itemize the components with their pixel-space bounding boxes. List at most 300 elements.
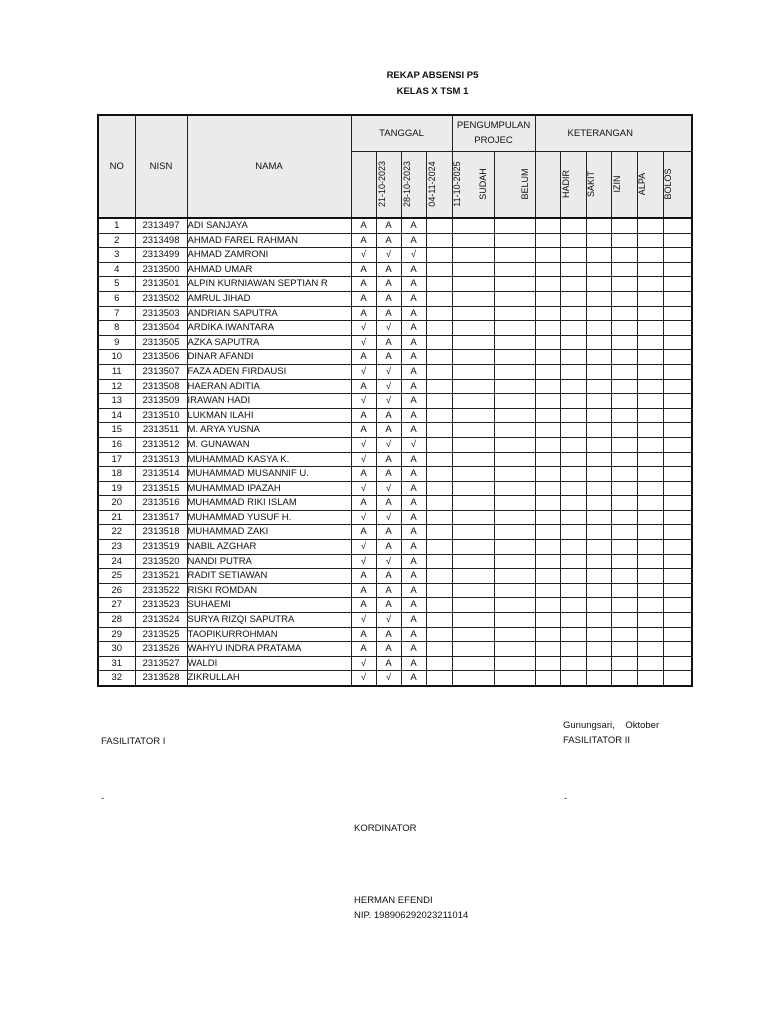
cell-empty (560, 627, 586, 642)
document-title: REKAP ABSENSI P5 (386, 70, 479, 81)
table-row (98, 350, 692, 365)
cell-empty (586, 583, 611, 598)
cell-empty (494, 394, 535, 409)
table-row (98, 248, 692, 263)
cell-empty (535, 335, 560, 350)
cell-no: 11 (98, 364, 135, 379)
cell-empty (535, 350, 560, 365)
table-row (98, 408, 692, 423)
cell-empty (586, 350, 611, 365)
cell-empty (637, 510, 663, 525)
cell-nisn: 2313514 (135, 467, 187, 482)
cell-attendance-mark: √ (376, 613, 401, 628)
cell-nama: MUHAMMAD ZAKI (187, 525, 351, 540)
cell-nama: SURYA RIZQI SAPUTRA (187, 613, 351, 628)
cell-empty (560, 218, 586, 233)
cell-attendance-mark: A (351, 262, 376, 277)
cell-attendance-mark: A (376, 335, 401, 350)
cell-empty (426, 306, 452, 321)
cell-no: 31 (98, 656, 135, 671)
cell-empty (494, 379, 535, 394)
cell-empty (637, 321, 663, 336)
cell-attendance-mark: √ (351, 554, 376, 569)
cell-empty (637, 218, 663, 233)
cell-empty (663, 496, 692, 511)
cell-nisn: 2313516 (135, 496, 187, 511)
kordinator-label: KORDINATOR (354, 823, 417, 834)
header-date-3: 04-11-2024 (426, 161, 437, 207)
cell-empty (560, 671, 586, 686)
header-bolos: BOLOS (662, 168, 673, 200)
kordinator-name: HERMAN EFENDI (354, 895, 433, 906)
cell-empty (452, 467, 494, 482)
cell-empty (560, 569, 586, 584)
cell-empty (560, 452, 586, 467)
table-row (98, 671, 692, 686)
cell-empty (663, 598, 692, 613)
cell-empty (663, 656, 692, 671)
cell-empty (586, 218, 611, 233)
cell-attendance-mark: √ (376, 510, 401, 525)
cell-empty (535, 540, 560, 555)
cell-nisn: 2313503 (135, 306, 187, 321)
cell-empty (663, 540, 692, 555)
cell-no: 25 (98, 569, 135, 584)
cell-empty (494, 291, 535, 306)
cell-empty (426, 481, 452, 496)
cell-attendance-mark: A (376, 496, 401, 511)
cell-empty (611, 218, 637, 233)
cell-nisn: 2313526 (135, 642, 187, 657)
cell-attendance-mark: A (376, 350, 401, 365)
header-date-1: 21-10-2023 (376, 160, 387, 207)
cell-empty (535, 233, 560, 248)
cell-attendance-mark: A (376, 467, 401, 482)
cell-empty (535, 481, 560, 496)
cell-empty (426, 540, 452, 555)
cell-empty (426, 642, 452, 657)
cell-attendance-mark: A (351, 291, 376, 306)
cell-empty (535, 306, 560, 321)
cell-empty (663, 613, 692, 628)
table-row (98, 467, 692, 482)
cell-empty (611, 379, 637, 394)
cell-empty (560, 321, 586, 336)
table-row (98, 510, 692, 525)
cell-attendance-mark: A (401, 496, 426, 511)
cell-attendance-mark: A (401, 218, 426, 233)
cell-empty (560, 496, 586, 511)
cell-empty (611, 569, 637, 584)
cell-attendance-mark: A (401, 583, 426, 598)
cell-empty (637, 467, 663, 482)
cell-attendance-mark: A (351, 408, 376, 423)
cell-nama: WAHYU INDRA PRATAMA (187, 642, 351, 657)
cell-attendance-mark: A (401, 291, 426, 306)
cell-attendance-mark: A (401, 642, 426, 657)
cell-empty (535, 671, 560, 686)
cell-no: 22 (98, 525, 135, 540)
cell-empty (663, 394, 692, 409)
cell-empty (494, 467, 535, 482)
cell-empty (586, 627, 611, 642)
cell-attendance-mark: A (401, 306, 426, 321)
cell-attendance-mark: √ (351, 394, 376, 409)
cell-nisn: 2313507 (135, 364, 187, 379)
header-date-4: 11-10-2025 (451, 161, 462, 207)
cell-empty (452, 218, 494, 233)
cell-empty (494, 642, 535, 657)
cell-empty (452, 656, 494, 671)
cell-empty (426, 627, 452, 642)
cell-empty (586, 656, 611, 671)
cell-empty (494, 423, 535, 438)
cell-empty (426, 598, 452, 613)
cell-empty (586, 423, 611, 438)
cell-attendance-mark: A (401, 467, 426, 482)
cell-empty (426, 335, 452, 350)
cell-empty (452, 540, 494, 555)
footer-month: Oktober (625, 720, 660, 731)
cell-nisn: 2313525 (135, 627, 187, 642)
cell-nama: ALPIN KURNIAWAN SEPTIAN R (187, 277, 351, 292)
cell-nisn: 2313517 (135, 510, 187, 525)
cell-attendance-mark: A (401, 262, 426, 277)
cell-empty (560, 554, 586, 569)
cell-no: 24 (98, 554, 135, 569)
cell-empty (535, 277, 560, 292)
cell-nama: M. ARYA YUSNA (187, 423, 351, 438)
cell-empty (535, 510, 560, 525)
footer-place-text: Gunungsari, (563, 720, 615, 731)
cell-attendance-mark: A (376, 277, 401, 292)
cell-empty (663, 510, 692, 525)
table-row (98, 569, 692, 584)
cell-empty (494, 248, 535, 263)
cell-empty (494, 613, 535, 628)
cell-empty (452, 408, 494, 423)
cell-empty (560, 525, 586, 540)
cell-attendance-mark: √ (376, 481, 401, 496)
cell-nama: SUHAEMI (187, 598, 351, 613)
cell-empty (494, 583, 535, 598)
cell-attendance-mark: A (351, 569, 376, 584)
cell-empty (586, 306, 611, 321)
cell-empty (586, 569, 611, 584)
cell-nama: AHMAD UMAR (187, 262, 351, 277)
table-row (98, 598, 692, 613)
cell-empty (494, 437, 535, 452)
cell-no: 32 (98, 671, 135, 686)
cell-empty (663, 554, 692, 569)
cell-empty (535, 642, 560, 657)
cell-empty (560, 262, 586, 277)
cell-empty (494, 335, 535, 350)
cell-nisn: 2313520 (135, 554, 187, 569)
cell-empty (586, 598, 611, 613)
cell-empty (663, 248, 692, 263)
table-row (98, 306, 692, 321)
cell-empty (611, 306, 637, 321)
header-belum: BELUM (519, 168, 530, 200)
cell-no: 13 (98, 394, 135, 409)
fasilitator-2-label: FASILITATOR II (563, 735, 631, 746)
cell-no: 20 (98, 496, 135, 511)
cell-attendance-mark: A (401, 350, 426, 365)
cell-nama: AHMAD ZAMRONI (187, 248, 351, 263)
cell-empty (586, 291, 611, 306)
cell-nama: IRAWAN HADI (187, 394, 351, 409)
cell-nama: NANDI PUTRA (187, 554, 351, 569)
cell-empty (637, 350, 663, 365)
cell-empty (560, 613, 586, 628)
cell-empty (611, 350, 637, 365)
cell-attendance-mark: A (351, 277, 376, 292)
cell-nisn: 2313519 (135, 540, 187, 555)
cell-empty (611, 467, 637, 482)
cell-empty (611, 525, 637, 540)
table-row (98, 335, 692, 350)
cell-no: 9 (98, 335, 135, 350)
cell-empty (637, 540, 663, 555)
cell-nisn: 2313524 (135, 613, 187, 628)
table-row (98, 321, 692, 336)
cell-empty (535, 627, 560, 642)
cell-empty (452, 671, 494, 686)
cell-attendance-mark: A (401, 394, 426, 409)
cell-empty (494, 408, 535, 423)
cell-attendance-mark: A (376, 452, 401, 467)
cell-empty (535, 467, 560, 482)
cell-empty (637, 364, 663, 379)
cell-nisn: 2313513 (135, 452, 187, 467)
cell-attendance-mark: A (401, 598, 426, 613)
cell-empty (494, 481, 535, 496)
cell-empty (611, 364, 637, 379)
cell-attendance-mark: A (351, 379, 376, 394)
cell-empty (535, 423, 560, 438)
cell-attendance-mark: A (351, 627, 376, 642)
cell-nama: ZIKRULLAH (187, 671, 351, 686)
cell-empty (426, 218, 452, 233)
cell-attendance-mark: A (351, 350, 376, 365)
cell-nama: TAOPIKURROHMAN (187, 627, 351, 642)
cell-no: 3 (98, 248, 135, 263)
cell-empty (560, 656, 586, 671)
cell-empty (535, 248, 560, 263)
cell-nama: DINAR AFANDI (187, 350, 351, 365)
cell-attendance-mark: √ (351, 335, 376, 350)
table-row (98, 656, 692, 671)
cell-empty (560, 335, 586, 350)
cell-empty (426, 525, 452, 540)
cell-empty (663, 671, 692, 686)
cell-attendance-mark: √ (351, 540, 376, 555)
cell-empty (663, 306, 692, 321)
cell-empty (560, 467, 586, 482)
cell-empty (452, 481, 494, 496)
cell-nisn: 2313527 (135, 656, 187, 671)
cell-empty (426, 379, 452, 394)
table-row (98, 627, 692, 642)
cell-empty (637, 452, 663, 467)
cell-no: 18 (98, 467, 135, 482)
header-date-cell (351, 151, 387, 218)
cell-attendance-mark: A (401, 671, 426, 686)
cell-empty (560, 233, 586, 248)
cell-empty (637, 671, 663, 686)
cell-empty (560, 306, 586, 321)
cell-attendance-mark: A (401, 423, 426, 438)
cell-empty (560, 291, 586, 306)
cell-empty (611, 481, 637, 496)
cell-attendance-mark: A (351, 583, 376, 598)
cell-attendance-mark: A (401, 379, 426, 394)
cell-attendance-mark: A (401, 408, 426, 423)
cell-attendance-mark: A (401, 627, 426, 642)
cell-attendance-mark: √ (351, 364, 376, 379)
cell-empty (611, 437, 637, 452)
cell-empty (452, 423, 494, 438)
cell-attendance-mark: √ (351, 481, 376, 496)
footer-place (563, 720, 659, 731)
cell-nama: HAERAN ADITIA (187, 379, 351, 394)
header-tanggal: TANGGAL (351, 115, 452, 151)
cell-empty (586, 496, 611, 511)
cell-empty (452, 452, 494, 467)
cell-empty (560, 364, 586, 379)
cell-empty (426, 569, 452, 584)
cell-attendance-mark: √ (351, 510, 376, 525)
cell-empty (452, 583, 494, 598)
cell-attendance-mark: A (401, 364, 426, 379)
cell-empty (663, 467, 692, 482)
cell-empty (663, 627, 692, 642)
cell-nama: M. GUNAWAN (187, 437, 351, 452)
cell-empty (560, 540, 586, 555)
cell-empty (494, 671, 535, 686)
cell-attendance-mark: √ (351, 321, 376, 336)
cell-empty (535, 408, 560, 423)
cell-empty (494, 554, 535, 569)
fasilitator-2-signature: - (564, 793, 568, 804)
cell-empty (611, 496, 637, 511)
cell-empty (426, 291, 452, 306)
header-pengumpulan: PENGUMPULAN PROJEC (452, 115, 535, 151)
cell-empty (586, 277, 611, 292)
cell-no: 12 (98, 379, 135, 394)
cell-empty (535, 218, 560, 233)
cell-nama: ANDRIAN SAPUTRA (187, 306, 351, 321)
cell-empty (611, 277, 637, 292)
cell-empty (426, 583, 452, 598)
cell-attendance-mark: √ (351, 656, 376, 671)
cell-empty (494, 452, 535, 467)
header-hadir: HADIR (560, 169, 571, 198)
cell-empty (426, 437, 452, 452)
cell-nisn: 2313504 (135, 321, 187, 336)
cell-empty (494, 277, 535, 292)
cell-empty (452, 569, 494, 584)
cell-no: 7 (98, 306, 135, 321)
table-row (98, 642, 692, 657)
cell-empty (586, 248, 611, 263)
cell-empty (637, 423, 663, 438)
cell-attendance-mark: A (351, 496, 376, 511)
cell-empty (586, 540, 611, 555)
cell-no: 30 (98, 642, 135, 657)
fasilitator-1-label: FASILITATOR I (101, 736, 166, 747)
cell-no: 29 (98, 627, 135, 642)
cell-attendance-mark: A (376, 306, 401, 321)
cell-attendance-mark: A (351, 467, 376, 482)
cell-nisn: 2313523 (135, 598, 187, 613)
cell-empty (494, 306, 535, 321)
cell-empty (494, 540, 535, 555)
cell-attendance-mark: A (401, 525, 426, 540)
cell-nisn: 2313502 (135, 291, 187, 306)
table-row (98, 496, 692, 511)
cell-empty (637, 291, 663, 306)
cell-empty (586, 437, 611, 452)
cell-empty (611, 627, 637, 642)
cell-empty (663, 379, 692, 394)
cell-empty (637, 408, 663, 423)
cell-nisn: 2313521 (135, 569, 187, 584)
cell-empty (663, 350, 692, 365)
cell-empty (611, 394, 637, 409)
cell-empty (611, 262, 637, 277)
cell-empty (535, 525, 560, 540)
cell-no: 28 (98, 613, 135, 628)
cell-empty (452, 291, 494, 306)
cell-nisn: 2313508 (135, 379, 187, 394)
table-body (98, 218, 692, 686)
cell-nisn: 2313501 (135, 277, 187, 292)
cell-empty (426, 233, 452, 248)
cell-attendance-mark: A (376, 525, 401, 540)
cell-empty (426, 554, 452, 569)
cell-empty (560, 481, 586, 496)
cell-empty (535, 394, 560, 409)
cell-empty (535, 291, 560, 306)
cell-empty (611, 335, 637, 350)
cell-empty (586, 467, 611, 482)
cell-attendance-mark: A (376, 569, 401, 584)
cell-empty (452, 496, 494, 511)
cell-empty (560, 423, 586, 438)
cell-empty (637, 496, 663, 511)
cell-no: 8 (98, 321, 135, 336)
cell-empty (637, 613, 663, 628)
cell-empty (586, 554, 611, 569)
cell-empty (452, 613, 494, 628)
cell-empty (426, 467, 452, 482)
cell-attendance-mark: A (376, 291, 401, 306)
cell-empty (611, 540, 637, 555)
cell-empty (586, 233, 611, 248)
cell-empty (560, 350, 586, 365)
cell-no: 27 (98, 598, 135, 613)
cell-empty (611, 613, 637, 628)
cell-no: 6 (98, 291, 135, 306)
cell-empty (494, 262, 535, 277)
cell-attendance-mark: √ (376, 248, 401, 263)
cell-empty (452, 335, 494, 350)
cell-empty (637, 627, 663, 642)
table-row (98, 540, 692, 555)
fasilitator-1-signature: - (101, 793, 105, 804)
